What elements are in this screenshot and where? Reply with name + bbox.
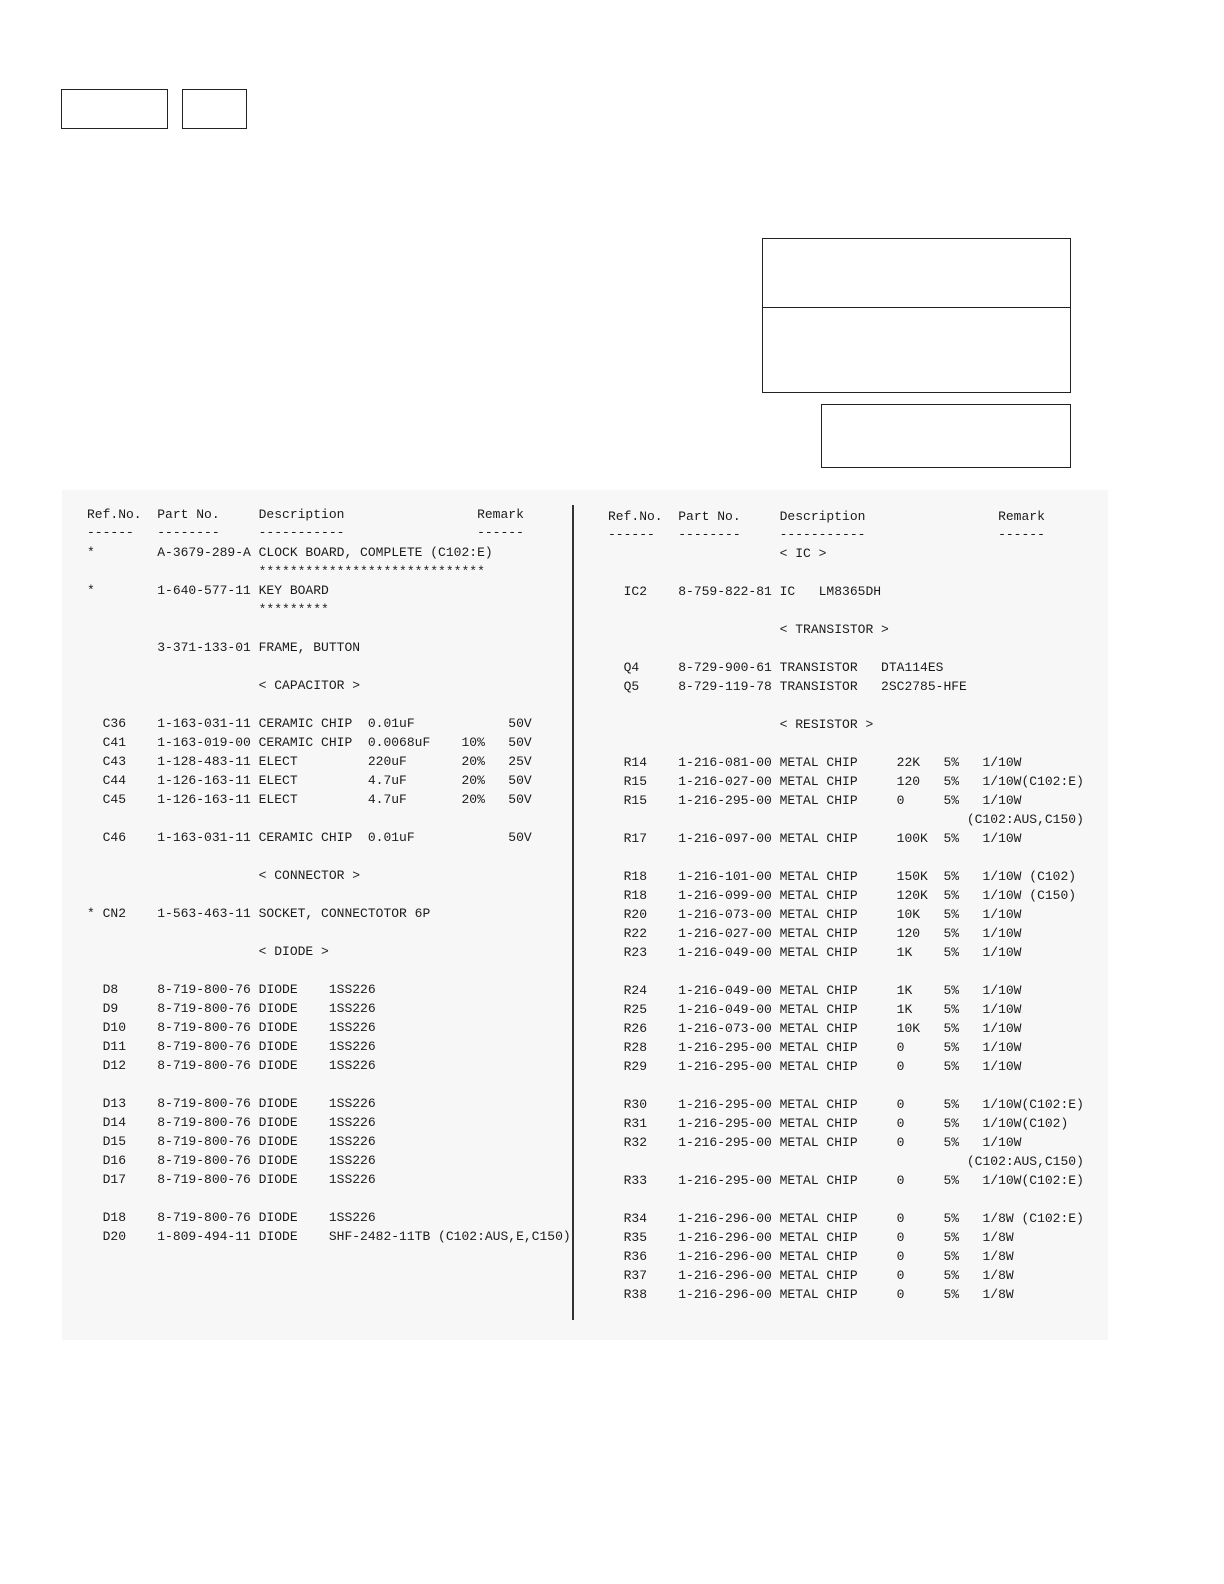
parts-row: C36 1-163-031-11 CERAMIC CHIP 0.01uF 50V [87,716,532,731]
info-box-bottom [821,404,1071,468]
parts-row: < DIODE > [87,944,329,959]
parts-row [87,619,571,638]
parts-row [608,696,1084,715]
parts-row: R26 1-216-073-00 METAL CHIP 10K 5% 1/10W [608,1021,1022,1036]
parts-row: < TRANSISTOR > [608,622,889,637]
parts-row: ***************************** [87,564,485,579]
parts-row: (C102:AUS,C150) [608,1154,1084,1169]
parts-row: * A-3679-289-A CLOCK BOARD, COMPLETE (C102:E) [87,545,493,560]
right-parts-list [608,544,1084,1304]
parts-row [87,695,571,714]
parts-row: D16 8-719-800-76 DIODE 1SS226 [87,1153,376,1168]
parts-row: R34 1-216-296-00 METAL CHIP 0 5% 1/8W (C102:E) [608,1211,1084,1226]
parts-row [87,847,571,866]
left-parts-list [87,543,571,1246]
parts-row [87,1075,571,1094]
parts-row: D12 8-719-800-76 DIODE 1SS226 [87,1058,376,1073]
left-header: Ref.No. Part No. Description Remark [87,507,524,522]
left-header-rule: ------ -------- ----------- ------ [87,525,524,540]
parts-row: D9 8-719-800-76 DIODE 1SS226 [87,1001,376,1016]
parts-row: C41 1-163-019-00 CERAMIC CHIP 0.0068uF 10% 50V [87,735,532,750]
parts-row: IC2 8-759-822-81 IC LM8365DH [608,584,882,599]
parts-row: R36 1-216-296-00 METAL CHIP 0 5% 1/8W [608,1249,1014,1264]
parts-row: R33 1-216-295-00 METAL CHIP 0 5% 1/10W(C102:E) [608,1173,1084,1188]
parts-row [87,809,571,828]
parts-row: ********* [87,602,329,617]
parts-row: R31 1-216-295-00 METAL CHIP 0 5% 1/10W(C102) [608,1116,1069,1131]
parts-row: D20 1-809-494-11 DIODE SHF-2482-11TB (C102:AUS,E,C150) [87,1229,571,1244]
parts-row: D18 8-719-800-76 DIODE 1SS226 [87,1210,376,1225]
parts-row: Q5 8-729-119-78 TRANSISTOR 2SC2785-HFE [608,679,967,694]
parts-row: < IC > [608,546,827,561]
parts-row: R15 1-216-295-00 METAL CHIP 0 5% 1/10W [608,793,1022,808]
parts-row: C46 1-163-031-11 CERAMIC CHIP 0.01uF 50V [87,830,532,845]
parts-row: R14 1-216-081-00 METAL CHIP 22K 5% 1/10W [608,755,1022,770]
parts-row [608,1076,1084,1095]
parts-row [87,961,571,980]
parts-row: R37 1-216-296-00 METAL CHIP 0 5% 1/8W [608,1268,1014,1283]
parts-row: 3-371-133-01 FRAME, BUTTON [87,640,361,655]
parts-row [608,848,1084,867]
parts-row: < CONNECTOR > [87,868,361,883]
parts-row: R35 1-216-296-00 METAL CHIP 0 5% 1/8W [608,1230,1014,1245]
parts-row: R24 1-216-049-00 METAL CHIP 1K 5% 1/10W [608,983,1022,998]
parts-row [608,962,1084,981]
parts-row: * CN2 1-563-463-11 SOCKET, CONNECTOTOR 6P [87,906,431,921]
parts-row [87,885,571,904]
parts-row: R28 1-216-295-00 METAL CHIP 0 5% 1/10W [608,1040,1022,1055]
parts-row: D15 8-719-800-76 DIODE 1SS226 [87,1134,376,1149]
parts-row: < RESISTOR > [608,717,874,732]
parts-row [608,563,1084,582]
parts-row: R18 1-216-099-00 METAL CHIP 120K 5% 1/10W (C150) [608,888,1077,903]
parts-row: R25 1-216-049-00 METAL CHIP 1K 5% 1/10W [608,1002,1022,1017]
parts-row [87,657,571,676]
parts-row: D17 8-719-800-76 DIODE 1SS226 [87,1172,376,1187]
parts-row: (C102:AUS,C150) [608,812,1084,827]
parts-row: R30 1-216-295-00 METAL CHIP 0 5% 1/10W(C102:E) [608,1097,1084,1112]
parts-row: Q4 8-729-900-61 TRANSISTOR DTA114ES [608,660,944,675]
parts-row [608,1190,1084,1209]
parts-row: R17 1-216-097-00 METAL CHIP 100K 5% 1/10W [608,831,1022,846]
parts-row [608,601,1084,620]
parts-row: R23 1-216-049-00 METAL CHIP 1K 5% 1/10W [608,945,1022,960]
right-header-rule: ------ -------- ----------- ------ [608,527,1045,542]
column-divider [572,505,574,1320]
parts-row: D8 8-719-800-76 DIODE 1SS226 [87,982,376,997]
parts-row: R22 1-216-027-00 METAL CHIP 120 5% 1/10W [608,926,1022,941]
right-header: Ref.No. Part No. Description Remark [608,509,1045,524]
parts-row: D10 8-719-800-76 DIODE 1SS226 [87,1020,376,1035]
parts-row: R15 1-216-027-00 METAL CHIP 120 5% 1/10W(C102:E) [608,774,1084,789]
parts-row: R38 1-216-296-00 METAL CHIP 0 5% 1/8W [608,1287,1014,1302]
parts-row: R20 1-216-073-00 METAL CHIP 10K 5% 1/10W [608,907,1022,922]
info-box-middle [762,307,1071,393]
header-box-1 [61,89,168,129]
parts-row: C45 1-126-163-11 ELECT 4.7uF 20% 50V [87,792,532,807]
parts-row [87,1189,571,1208]
parts-row [87,923,571,942]
parts-row: * 1-640-577-11 KEY BOARD [87,583,329,598]
parts-row [608,639,1084,658]
parts-row: D14 8-719-800-76 DIODE 1SS226 [87,1115,376,1130]
info-box-top [762,238,1071,308]
parts-row: R29 1-216-295-00 METAL CHIP 0 5% 1/10W [608,1059,1022,1074]
parts-row: C43 1-128-483-11 ELECT 220uF 20% 25V [87,754,532,769]
parts-row: D13 8-719-800-76 DIODE 1SS226 [87,1096,376,1111]
header-box-2 [182,89,247,129]
parts-row: R32 1-216-295-00 METAL CHIP 0 5% 1/10W [608,1135,1022,1150]
parts-row [608,734,1084,753]
parts-row: R18 1-216-101-00 METAL CHIP 150K 5% 1/10W (C102) [608,869,1077,884]
parts-row: D11 8-719-800-76 DIODE 1SS226 [87,1039,376,1054]
parts-row: C44 1-126-163-11 ELECT 4.7uF 20% 50V [87,773,532,788]
parts-row: < CAPACITOR > [87,678,361,693]
